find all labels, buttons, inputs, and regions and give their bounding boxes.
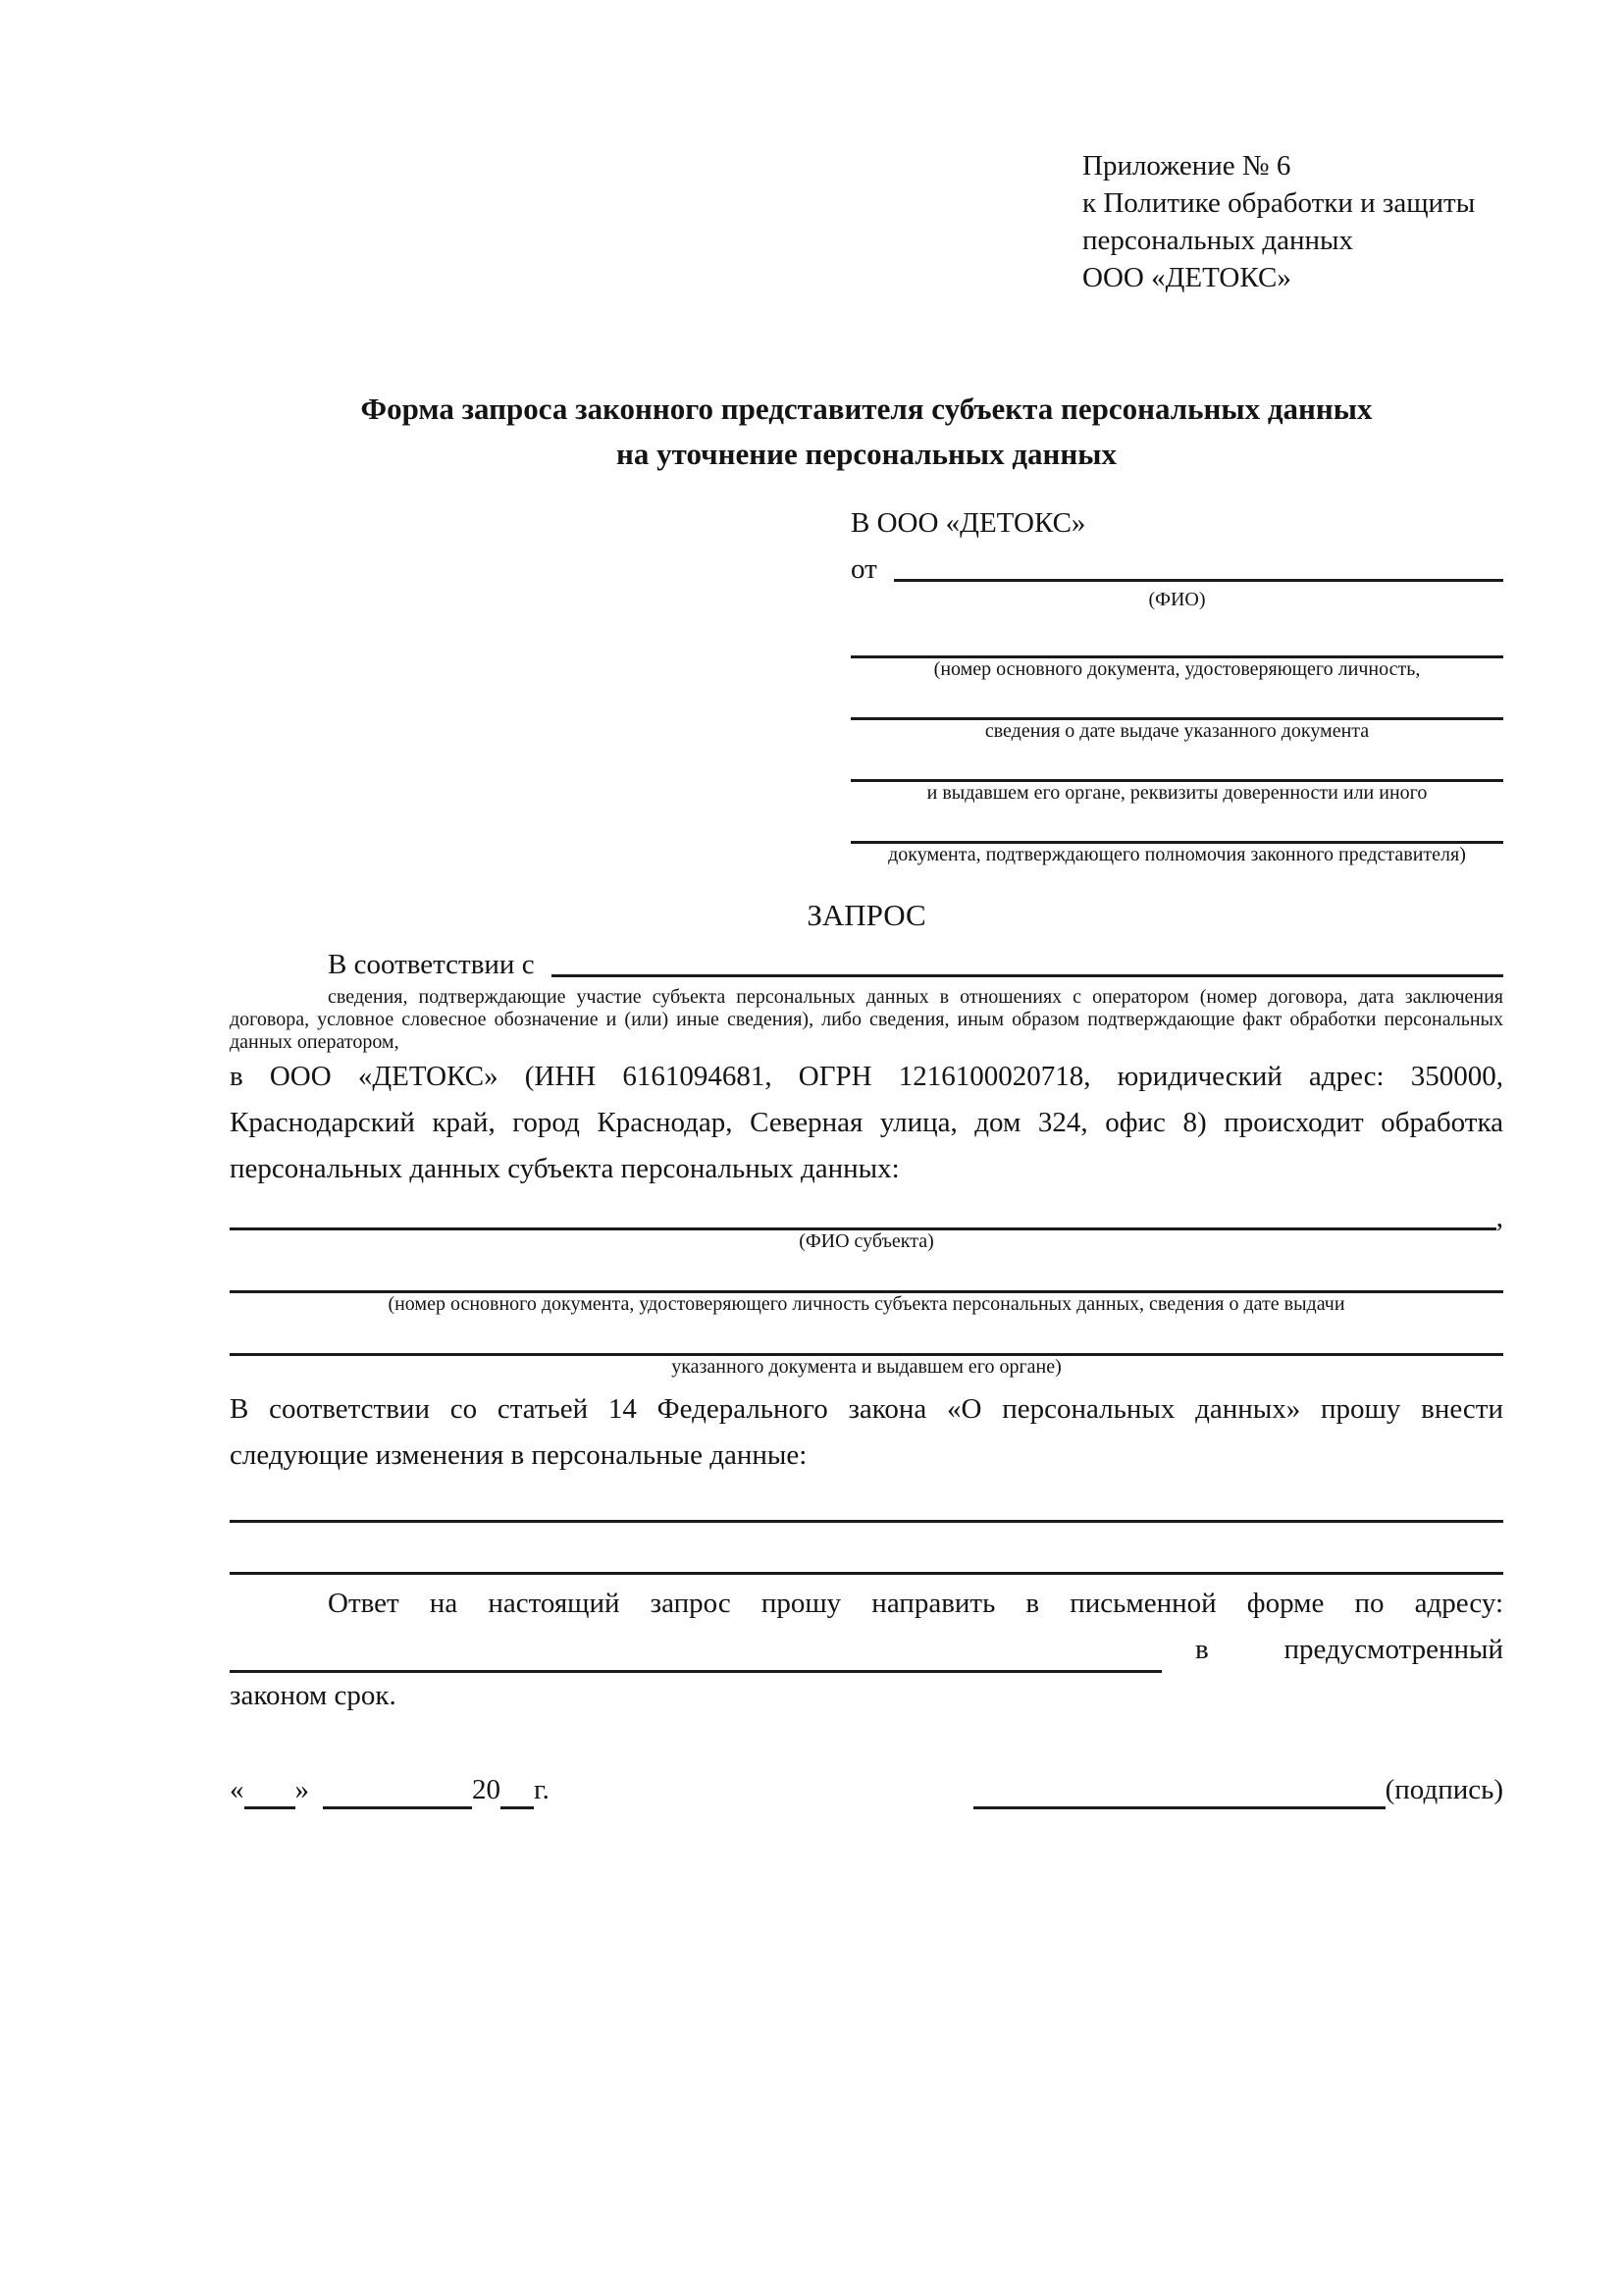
subject-doc-line-1[interactable] — [230, 1253, 1503, 1293]
open-quote: « — [230, 1774, 244, 1805]
year-prefix: 20 — [472, 1774, 500, 1805]
changes-line-2[interactable] — [230, 1537, 1503, 1575]
subject-fio-line[interactable] — [230, 1194, 1496, 1230]
operator-paragraph: в ООО «ДЕТОКС» (ИНН 6161094681, ОГРН 1216100020718, юридический адрес: 350000, Краснодарский край, город Краснодар, Северная улица, дом 324, офис 8) происходит обработка персональных данных субъекта персональных данных: — [230, 1061, 1503, 1184]
basis-lead: В соответствии с — [328, 949, 542, 980]
answer-paragraph-line-1: Ответ на настоящий запрос прошу направить в письменной форме по адресу: — [328, 1588, 1503, 1619]
representative-doc-number-line[interactable] — [851, 619, 1503, 658]
date-signature-row — [230, 1770, 1503, 1809]
appendix-header — [1082, 147, 1503, 296]
signature-caption: (подпись) — [1385, 1774, 1503, 1805]
authority-caption: и выдавшем его органе, реквизиты доверенности или иного — [926, 782, 1428, 804]
document-title-line-1: Форма запроса законного представителя субъекта персональных данных — [360, 391, 1373, 426]
power-of-attorney-line[interactable] — [851, 805, 1503, 844]
addressee-organization: В ООО «ДЕТОКС» — [851, 507, 1086, 539]
subject-fio-comma: , — [1495, 1202, 1503, 1233]
doc-number-caption: (номер основного документа, удостоверяющего личность, — [933, 658, 1421, 680]
addressee-block — [851, 504, 1503, 866]
subject-fio-row — [230, 1194, 1503, 1233]
date-year-blank[interactable] — [500, 1777, 534, 1809]
year-suffix: г. — [534, 1774, 550, 1805]
basis-note: сведения, подтверждающие участие субъекта персональных данных в отношениях с оператором (номер договора, дата заключения договора, условное словесное обозначение и (или) иные сведения), либо сведения, иным образом подтверждающие факт обработки персональных данных оператором, — [230, 986, 1503, 1053]
amendment-paragraph: В соответствии со статьей 14 Федерального закона «О персональных данных» прошу внести следующие изменения в персональные данные: — [230, 1393, 1503, 1471]
answer-address-line[interactable] — [230, 1635, 1162, 1673]
signature-group — [973, 1770, 1503, 1809]
power-of-attorney-caption: документа, подтверждающего полномочия законного представителя) — [888, 844, 1466, 865]
answer-tail — [1162, 1627, 1503, 1673]
request-heading: ЗАПРОС — [807, 898, 926, 932]
answer-paragraph-line-3: законом срок. — [230, 1680, 396, 1711]
answer-tail-word-1: в — [1195, 1634, 1209, 1665]
representative-doc-authority-line[interactable] — [851, 743, 1503, 782]
basis-row — [230, 945, 1503, 984]
representative-fio-line[interactable] — [894, 578, 1503, 582]
appendix-header-line-2: к Политике обработки и защиты — [1082, 187, 1476, 219]
changes-line-1[interactable] — [230, 1485, 1503, 1523]
fio-caption: (ФИО) — [1148, 589, 1206, 610]
date-day-blank[interactable] — [244, 1777, 295, 1809]
signature-line[interactable] — [973, 1777, 1386, 1809]
document-title — [230, 387, 1503, 477]
subject-doc-caption-2: указанного документа и выдавшем его органе) — [671, 1356, 1062, 1378]
answer-paragraph-line-2 — [230, 1627, 1503, 1673]
subject-doc-caption-1: (номер основного документа, удостоверяющего личность субъекта персональных данных, сведения о дате выдачи — [388, 1293, 1345, 1315]
appendix-header-line-1: Приложение № 6 — [1082, 150, 1291, 182]
basis-input-line[interactable] — [551, 973, 1503, 977]
date-group — [230, 1770, 550, 1809]
from-label: от — [851, 553, 885, 585]
date-month-blank[interactable] — [323, 1777, 472, 1809]
close-quote: » — [294, 1774, 309, 1805]
subject-fio-caption: (ФИО субъекта) — [799, 1230, 934, 1252]
appendix-header-line-3: персональных данных — [1082, 225, 1354, 256]
answer-tail-word-2: предусмотренный — [1283, 1634, 1503, 1665]
appendix-header-line-4: ООО «ДЕТОКС» — [1082, 262, 1291, 293]
from-row — [851, 549, 1503, 589]
representative-doc-issue-date-line[interactable] — [851, 681, 1503, 720]
document-title-line-2: на уточнение персональных данных — [616, 437, 1117, 471]
subject-doc-line-2[interactable] — [230, 1316, 1503, 1356]
issue-date-caption: сведения о дате выдаче указанного документа — [984, 720, 1370, 742]
